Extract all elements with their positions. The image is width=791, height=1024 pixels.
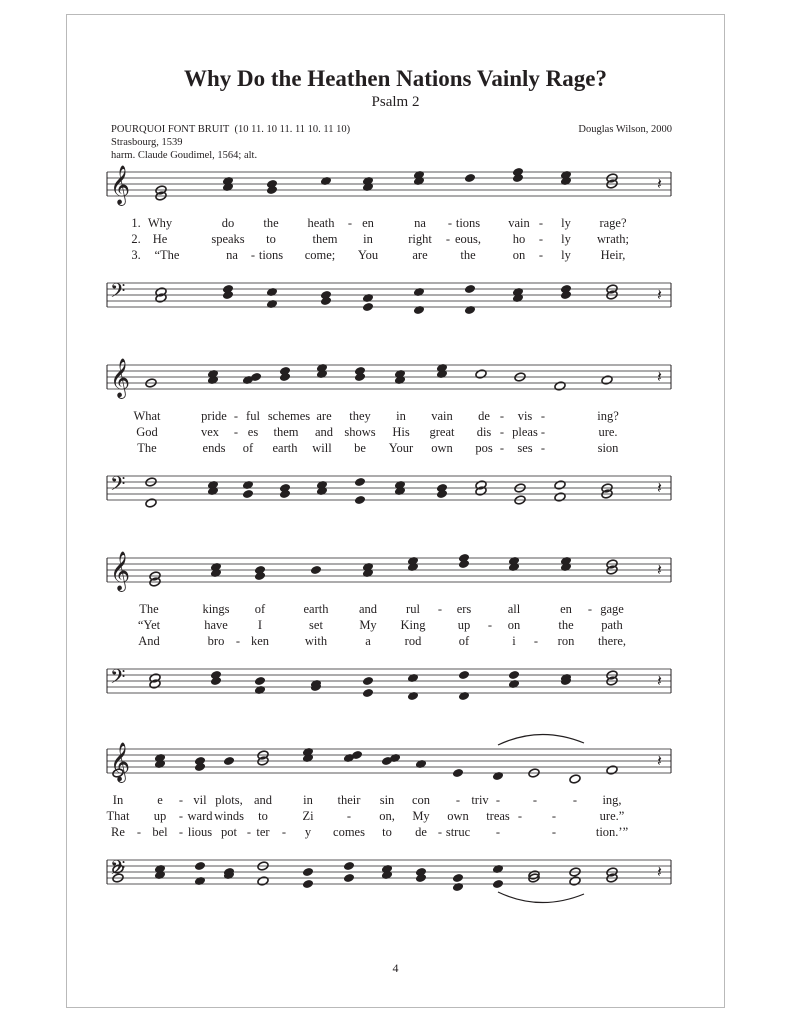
- bass-note: [464, 305, 476, 315]
- lyric-syllable: tions: [258, 248, 284, 262]
- lyric-syllable: ers: [456, 602, 472, 616]
- lyric-syllable: That: [106, 809, 130, 823]
- bass-note: [492, 864, 504, 874]
- bass-note: [407, 691, 419, 701]
- lyric-syllable: -: [538, 248, 544, 262]
- bass-note: [554, 480, 566, 490]
- lyric-syllable: -: [572, 793, 578, 807]
- lyric-syllable: the: [558, 618, 574, 632]
- bass-clef-icon: 𝄢: [110, 856, 126, 884]
- bass-note: [266, 287, 278, 297]
- bass-note: [257, 876, 269, 886]
- lyric-syllable: What: [133, 409, 161, 423]
- lyric-syllable: -: [178, 825, 184, 839]
- lyric-syllable: ful: [246, 409, 260, 423]
- treble-note: [320, 176, 332, 186]
- lyric-syllable: on: [512, 248, 526, 262]
- lyric-syllable: ure.: [598, 425, 618, 439]
- bass-note: [354, 477, 366, 487]
- lyric-syllable: -: [455, 793, 461, 807]
- lyric-syllable: vis: [517, 409, 533, 423]
- lyric-syllable: and: [314, 425, 334, 439]
- lyric-syllable: earth: [272, 441, 298, 455]
- quarter-rest-icon: 𝄽: [657, 862, 662, 881]
- lyric-syllable: their: [337, 793, 361, 807]
- lyric-syllable: “The: [154, 248, 180, 262]
- bass-note: [302, 867, 314, 877]
- bass-note: [492, 879, 504, 889]
- quarter-rest-icon: 𝄽: [657, 174, 662, 193]
- quarter-rest-icon: 𝄽: [657, 367, 662, 386]
- lyric-syllable: -: [532, 793, 538, 807]
- lyric-syllable: rul: [406, 602, 420, 616]
- bass-note: [354, 495, 366, 505]
- lyric-syllable: bro: [207, 634, 225, 648]
- lyric-syllable: ken: [250, 634, 270, 648]
- tune-source: Strasbourg, 1539: [111, 137, 183, 148]
- treble-note: [554, 381, 566, 391]
- lyric-syllable: Your: [388, 441, 414, 455]
- lyric-syllable: on,: [379, 809, 395, 823]
- lyric-syllable: shows: [344, 425, 376, 439]
- treble-clef-icon: 𝄞: [110, 358, 131, 398]
- lyric-syllable: -: [178, 809, 184, 823]
- lyric-syllable: You: [357, 248, 379, 262]
- lyric-syllable: Re: [111, 825, 125, 839]
- lyric-syllable: de: [415, 825, 427, 839]
- bass-note: [554, 492, 566, 502]
- lyric-syllable: vain: [508, 216, 530, 230]
- lyric-syllable: e: [157, 793, 163, 807]
- lyric-syllable: In: [112, 793, 124, 807]
- lyric-syllable: vain: [431, 409, 453, 423]
- lyric-syllable: the: [460, 248, 476, 262]
- lyric-syllable: -: [437, 825, 443, 839]
- lyric-syllable: King: [400, 618, 426, 632]
- bass-note: [413, 305, 425, 315]
- lyric-syllable: vil: [193, 793, 207, 807]
- lyric-syllable: en: [362, 216, 374, 230]
- lyric-syllable: are: [412, 248, 428, 262]
- lyric-syllable: ly: [561, 232, 571, 246]
- lyric-syllable: a: [365, 634, 371, 648]
- bass-note: [242, 489, 254, 499]
- lyric-syllable: struc: [445, 825, 471, 839]
- lyric-syllable: -: [499, 409, 505, 423]
- lyric-syllable: rod: [404, 634, 422, 648]
- lyric-syllable: His: [392, 425, 410, 439]
- lyric-syllable: all: [507, 602, 521, 616]
- treble-note: [310, 565, 322, 575]
- tune-name: POURQUOI FONT BRUIT: [111, 124, 230, 135]
- treble-note: [606, 765, 618, 775]
- lyric-syllable: -: [587, 602, 593, 616]
- bass-note: [302, 879, 314, 889]
- bass-note: [194, 861, 206, 871]
- lyric-syllable: ter: [256, 825, 270, 839]
- lyric-syllable: wrath;: [597, 232, 629, 246]
- lyric-syllable: pot: [221, 825, 237, 839]
- lyric-syllable: of: [458, 634, 470, 648]
- lyric-syllable: -: [551, 809, 557, 823]
- lyric-syllable: -: [281, 825, 287, 839]
- treble-note: [475, 369, 487, 379]
- lyric-syllable: -: [445, 232, 451, 246]
- lyric-syllable: do: [221, 216, 235, 230]
- bass-note: [508, 679, 520, 689]
- lyric-syllable: My: [412, 809, 430, 823]
- lyric-syllable: right: [408, 232, 432, 246]
- bass-note: [464, 284, 476, 294]
- lyric-syllable: set: [309, 618, 323, 632]
- lyric-syllable: -: [136, 825, 142, 839]
- quarter-rest-icon: 𝄽: [657, 671, 662, 690]
- bass-note: [452, 873, 464, 883]
- bass-note: [343, 873, 355, 883]
- lyric-syllable: 2.: [131, 232, 141, 246]
- lyric-syllable: heath: [307, 216, 335, 230]
- bass-note: [254, 685, 266, 695]
- quarter-rest-icon: 𝄽: [657, 478, 662, 497]
- slur: [498, 734, 584, 745]
- bass-note: [452, 882, 464, 892]
- lyric-syllable: with: [304, 634, 328, 648]
- lyric-syllable: The: [137, 441, 157, 455]
- lyric-syllable: ends: [202, 441, 226, 455]
- lyric-syllable: And: [138, 634, 160, 648]
- tune-harmonization: harm. Claude Goudimel, 1564; alt.: [111, 150, 258, 161]
- bass-note: [254, 676, 266, 686]
- lyric-syllable: ure.”: [599, 809, 625, 823]
- lyric-syllable: -: [235, 634, 241, 648]
- treble-note: [415, 759, 427, 769]
- hymn-title: Why Do the Heathen Nations Vainly Rage?: [184, 66, 607, 91]
- lyric-syllable: -: [495, 793, 501, 807]
- treble-note: [492, 771, 504, 781]
- bass-clef-icon: 𝄢: [110, 665, 126, 693]
- lyric-syllable: kings: [202, 602, 230, 616]
- lyric-syllable: dis: [476, 425, 492, 439]
- lyric-syllable: ing?: [597, 409, 619, 423]
- lyric-syllable: be: [354, 441, 366, 455]
- lyric-syllable: -: [540, 441, 546, 455]
- lyric-syllable: tions: [455, 216, 481, 230]
- lyric-syllable: up: [153, 809, 167, 823]
- bass-note: [569, 876, 581, 886]
- bass-note: [343, 861, 355, 871]
- treble-note: [452, 768, 464, 778]
- treble-clef-icon: 𝄞: [110, 165, 131, 205]
- lyric-syllable: 3.: [131, 248, 141, 262]
- lyric-syllable: The: [139, 602, 159, 616]
- lyric-syllable: My: [359, 618, 377, 632]
- lyric-syllable: bel: [152, 825, 168, 839]
- lyric-syllable: gage: [600, 602, 624, 616]
- hymn-subtitle: Psalm 2: [371, 94, 420, 110]
- lyric-syllable: own: [431, 441, 453, 455]
- bass-note: [145, 498, 157, 508]
- lyric-syllable: -: [447, 216, 453, 230]
- lyric-syllable: -: [246, 825, 252, 839]
- lyric-syllable: -: [499, 425, 505, 439]
- slur: [498, 892, 584, 903]
- lyric-syllable: na: [414, 216, 426, 230]
- lyric-syllable: and: [253, 793, 273, 807]
- lyric-syllable: pos: [475, 441, 493, 455]
- lyric-syllable: earth: [303, 602, 329, 616]
- lyric-syllable: Why: [147, 216, 173, 230]
- lyric-syllable: -: [551, 825, 557, 839]
- bass-note: [266, 299, 278, 309]
- lyric-syllable: them: [312, 232, 338, 246]
- lyric-syllable: He: [152, 232, 168, 246]
- lyric-syllable: sin: [379, 793, 395, 807]
- quarter-rest-icon: 𝄽: [657, 560, 662, 579]
- lyric-syllable: eous,: [454, 232, 482, 246]
- lyric-syllable: vex: [200, 425, 220, 439]
- bass-note: [458, 691, 470, 701]
- lyric-syllable: in: [303, 793, 313, 807]
- bass-note: [458, 670, 470, 680]
- lyric-syllable: God: [136, 425, 158, 439]
- lyric-syllable: ly: [561, 216, 571, 230]
- treble-note: [464, 173, 476, 183]
- lyric-syllable: -: [533, 634, 539, 648]
- bass-clef-icon: 𝄢: [110, 472, 126, 500]
- lyric-syllable: I: [257, 618, 263, 632]
- lyric-syllable: ly: [561, 248, 571, 262]
- lyric-syllable: will: [312, 441, 332, 455]
- lyric-syllable: es: [247, 425, 259, 439]
- lyric-syllable: Zi: [302, 809, 314, 823]
- lyric-syllable: have: [204, 618, 228, 632]
- lyric-syllable: ron: [557, 634, 575, 648]
- bass-note: [362, 688, 374, 698]
- lyric-syllable: -: [495, 825, 501, 839]
- lyric-syllable: -: [437, 602, 443, 616]
- lyric-syllable: to: [266, 232, 276, 246]
- bass-note: [508, 670, 520, 680]
- bass-note: [413, 287, 425, 297]
- lyric-syllable: on: [507, 618, 521, 632]
- lyric-syllable: comes: [333, 825, 365, 839]
- treble-clef-icon: 𝄞: [110, 742, 131, 782]
- quarter-rest-icon: 𝄽: [657, 285, 662, 304]
- lyric-syllable: speaks: [211, 232, 245, 246]
- tune-meter: (10 11. 10 11. 11 10. 11 10): [234, 124, 351, 135]
- lyric-syllable: ward: [187, 809, 213, 823]
- lyric-syllable: the: [263, 216, 279, 230]
- lyric-syllable: -: [347, 216, 353, 230]
- lyric-syllable: na: [226, 248, 238, 262]
- treble-note: [223, 756, 235, 766]
- lyric-syllable: to: [258, 809, 268, 823]
- lyric-syllable: -: [487, 618, 493, 632]
- lyric-syllable: up: [457, 618, 471, 632]
- lyric-syllable: -: [233, 409, 239, 423]
- lyric-syllable: con: [411, 793, 431, 807]
- lyric-syllable: de: [478, 409, 490, 423]
- bass-note: [362, 302, 374, 312]
- lyric-syllable: come;: [304, 248, 336, 262]
- lyric-syllable: path: [601, 618, 623, 632]
- lyric-syllable: lious: [187, 825, 213, 839]
- lyric-syllable: are: [316, 409, 332, 423]
- author-credit: Douglas Wilson, 2000: [578, 124, 672, 135]
- lyric-syllable: -: [250, 248, 256, 262]
- lyric-syllable: -: [346, 809, 352, 823]
- lyric-syllable: Heir,: [600, 248, 626, 262]
- lyric-syllable: i: [512, 634, 516, 648]
- lyric-syllable: own: [447, 809, 469, 823]
- lyric-syllable: -: [538, 232, 544, 246]
- lyric-syllable: of: [254, 602, 266, 616]
- lyric-syllable: -: [517, 809, 523, 823]
- treble-clef-icon: 𝄞: [110, 551, 131, 591]
- bass-clef-icon: 𝄢: [110, 279, 126, 307]
- quarter-rest-icon: 𝄽: [657, 751, 662, 770]
- lyric-syllable: there,: [597, 634, 627, 648]
- lyric-syllable: pride: [201, 409, 227, 423]
- lyric-syllable: ing,: [602, 793, 622, 807]
- bass-note: [194, 876, 206, 886]
- lyric-syllable: -: [178, 793, 184, 807]
- lyric-syllable: and: [358, 602, 378, 616]
- bass-note: [242, 480, 254, 490]
- treble-note: [601, 375, 613, 385]
- lyric-syllable: in: [396, 409, 406, 423]
- lyric-syllable: great: [429, 425, 455, 439]
- lyric-syllable: -: [233, 425, 239, 439]
- lyric-syllable: them: [273, 425, 299, 439]
- lyric-syllable: tion.’”: [595, 825, 629, 839]
- lyric-syllable: ho: [512, 232, 526, 246]
- lyric-syllable: “Yet: [137, 618, 161, 632]
- lyric-syllable: winds: [214, 809, 244, 823]
- lyric-syllable: pleas: [512, 425, 538, 439]
- lyric-syllable: treas: [486, 809, 510, 823]
- lyric-syllable: triv: [471, 793, 489, 807]
- lyric-syllable: sion: [597, 441, 619, 455]
- lyric-syllable: -: [540, 425, 546, 439]
- lyric-syllable: -: [538, 216, 544, 230]
- lyric-syllable: y: [304, 825, 312, 839]
- lyric-syllable: to: [382, 825, 392, 839]
- lyric-syllable: ses: [517, 441, 533, 455]
- lyric-syllable: in: [363, 232, 373, 246]
- lyric-syllable: of: [242, 441, 254, 455]
- lyric-syllable: they: [349, 409, 371, 423]
- lyric-syllable: rage?: [599, 216, 627, 230]
- lyric-syllable: -: [499, 441, 505, 455]
- page-number: 4: [392, 961, 399, 975]
- lyric-syllable: plots,: [215, 793, 243, 807]
- bass-note: [362, 293, 374, 303]
- lyric-syllable: -: [540, 409, 546, 423]
- lyric-syllable: schemes: [267, 409, 311, 423]
- bass-note: [407, 673, 419, 683]
- lyric-syllable: 1.: [131, 216, 141, 230]
- bass-note: [362, 676, 374, 686]
- lyric-syllable: en: [560, 602, 572, 616]
- treble-note: [569, 774, 581, 784]
